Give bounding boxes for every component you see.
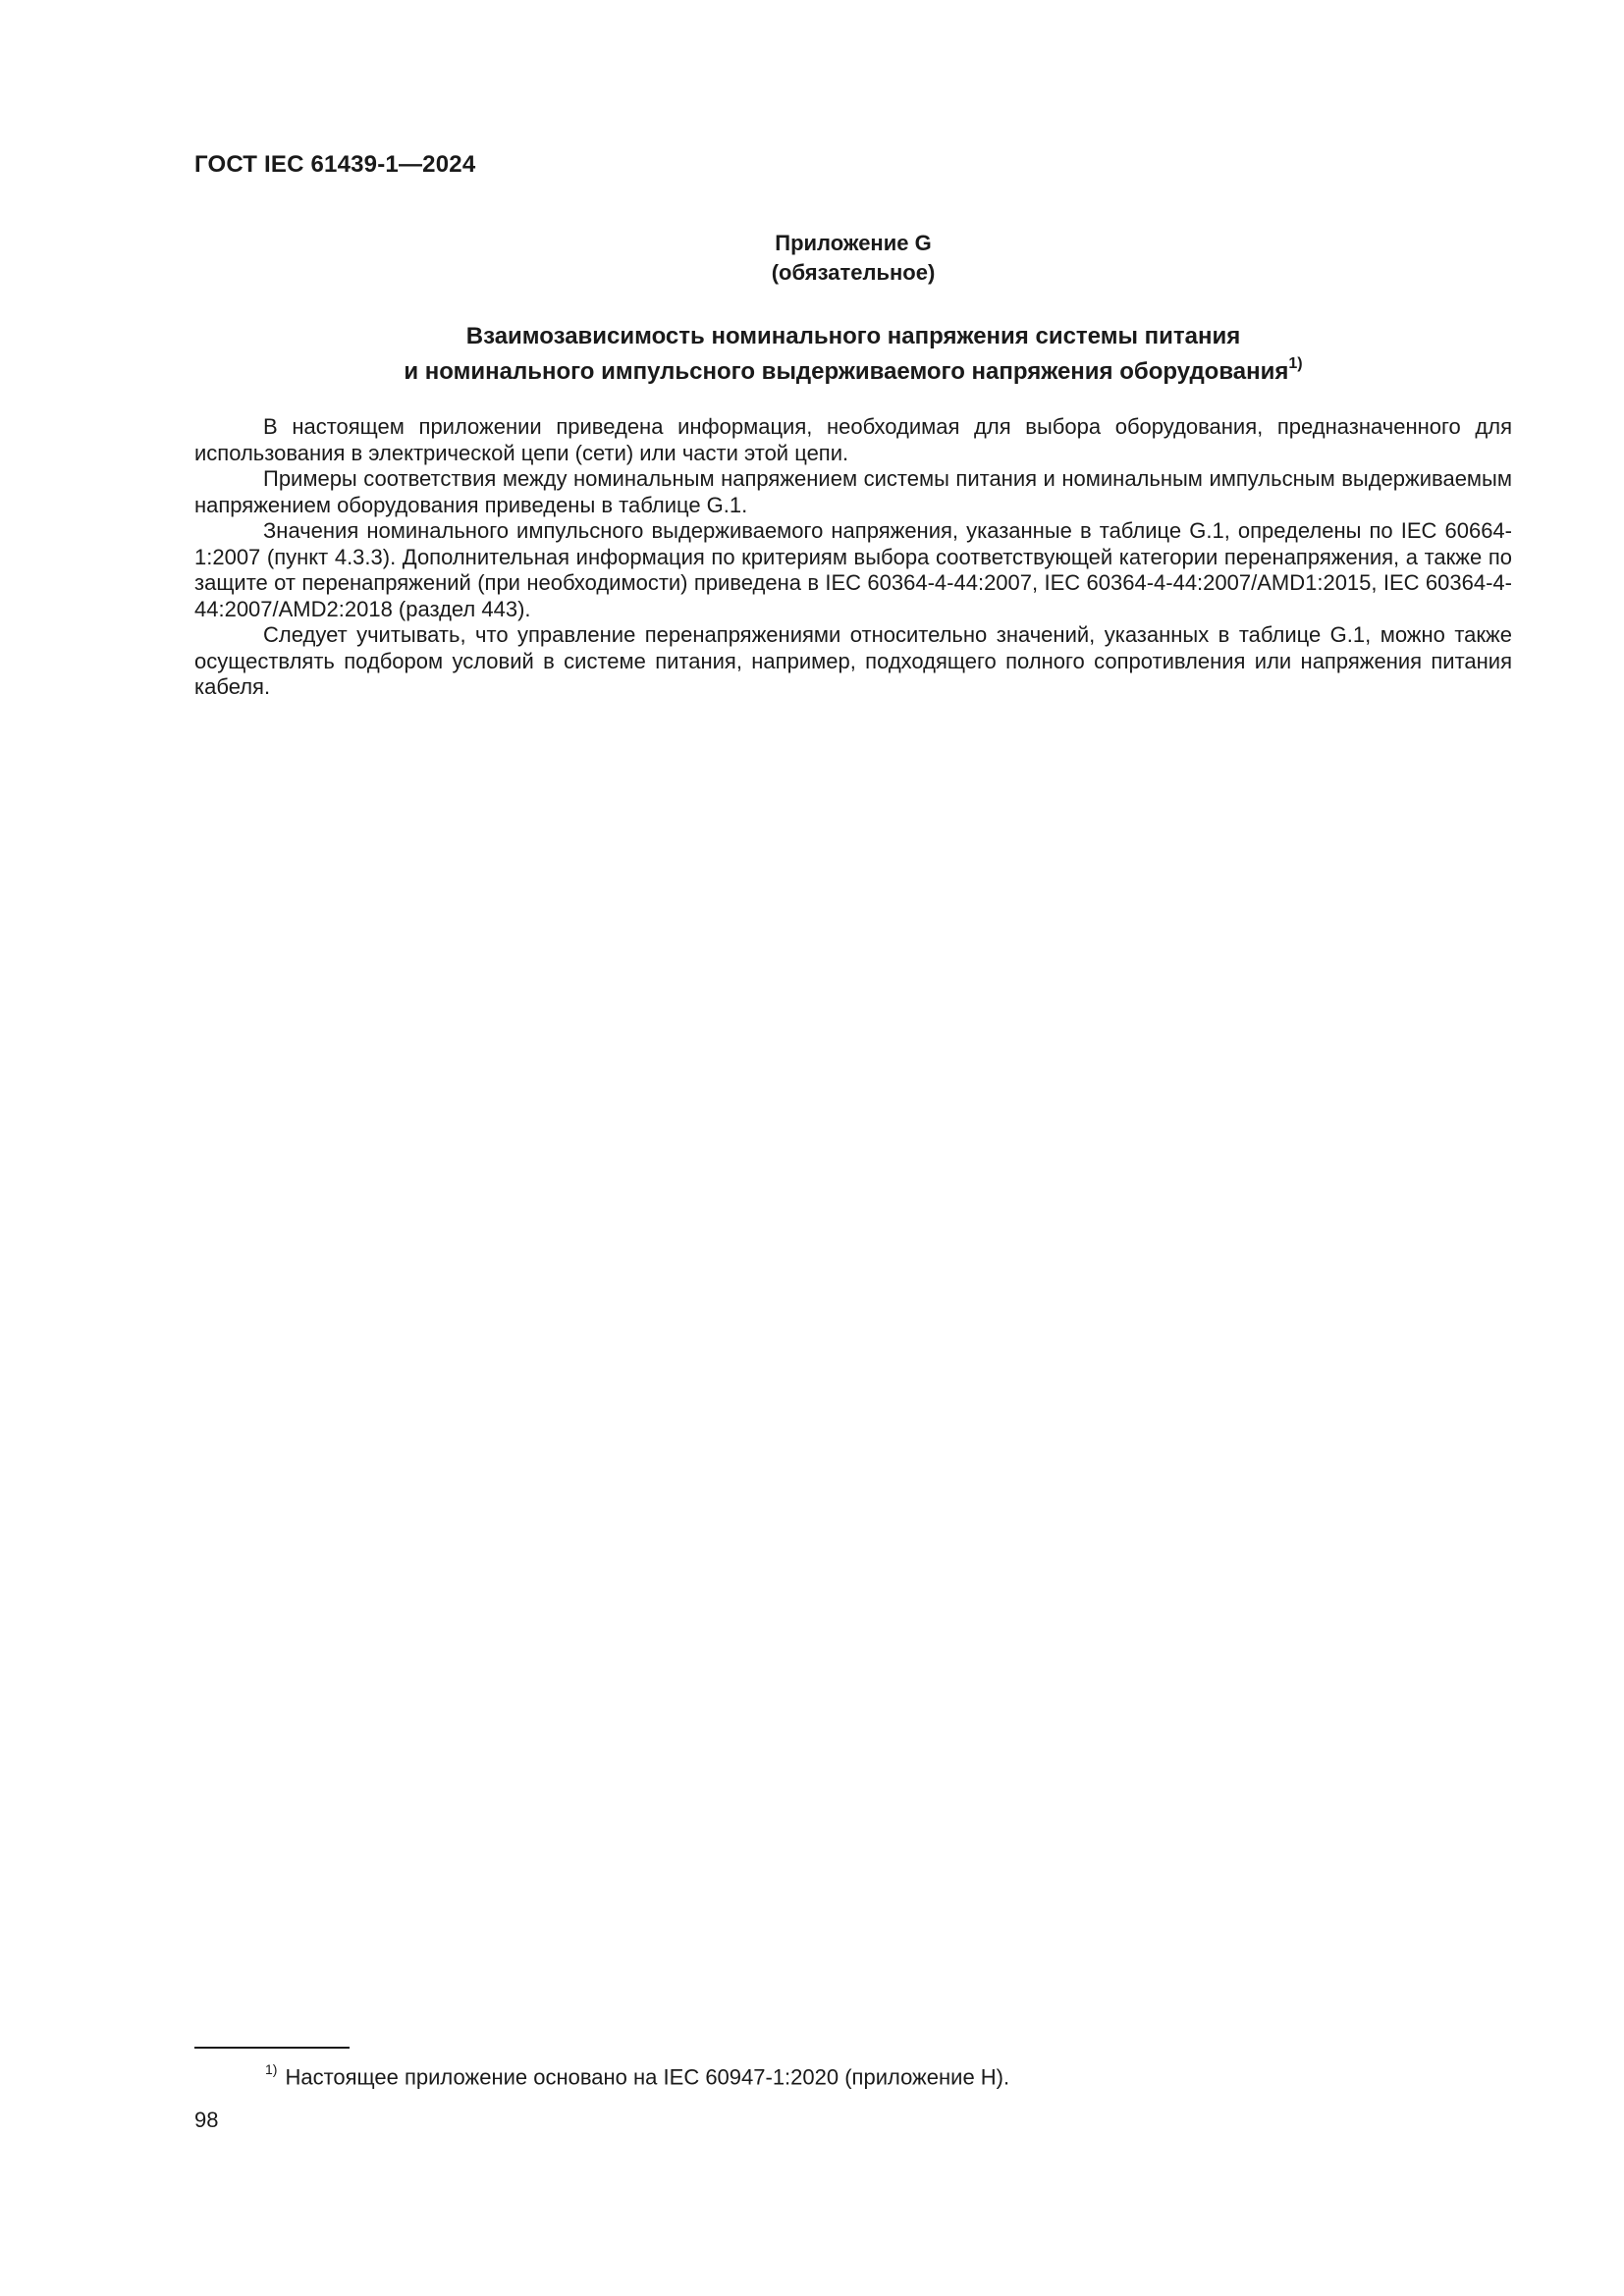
annex-title-line-2-text: и номинального импульсного выдерживаемого напряжения оборудования — [404, 358, 1289, 385]
page-number: 98 — [194, 2108, 219, 2132]
footnote-text: Настоящее приложение основано на IEC 60947-1:2020 (приложение H). — [285, 2064, 1010, 2090]
footnote-divider — [194, 2047, 350, 2049]
annex-label: Приложение G — [775, 231, 932, 255]
paragraph-1: В настоящем приложении приведена информация, необходимая для выбора оборудования, предназначенного для использования в электрической цепи (сети) или части этой цепи. — [194, 414, 1512, 465]
footnote-marker: 1) — [265, 2061, 278, 2077]
annex-title-line-2 — [194, 354, 1512, 390]
paragraph-2: Примеры соответствия между номинальным напряжением системы питания и номинальным импульсным выдерживаемым напряжением оборудования приведены в таблице G.1. — [194, 466, 1512, 517]
paragraph-4: Следует учитывать, что управление перенапряжениями относительно значений, указанных в таблице G.1, можно также осуществлять подбором условий в системе питания, например, подходящего полного сопротивления или напряжения питания кабеля. — [194, 622, 1512, 699]
footnote — [265, 2057, 1009, 2091]
body-text — [194, 414, 1512, 701]
footnote-reference: 1) — [1288, 355, 1303, 372]
annex-status: (обязательное) — [771, 260, 936, 285]
annex-heading — [194, 229, 1512, 288]
paragraph-3: Значения номинального импульсного выдерживаемого напряжения, указанные в таблице G.1, определены по IEC 60664-1:2007 (пункт 4.3.3). Дополнительная информация по критериям выбора соответствующей категории перенапряжения, а также по защите от перенапряжений (при необходимости) приведена в IEC 60364-4-44:2007, IEC 60364-4-44:2007/AMD1:2015, IEC 60364-4-44:2007/AMD2:2018 (раздел 443). — [194, 518, 1512, 621]
annex-title — [194, 319, 1512, 390]
document-header: ГОСТ IEC 61439-1—2024 — [194, 151, 476, 178]
annex-title-line-1: Взаимозависимость номинального напряжения системы питания — [465, 323, 1241, 349]
